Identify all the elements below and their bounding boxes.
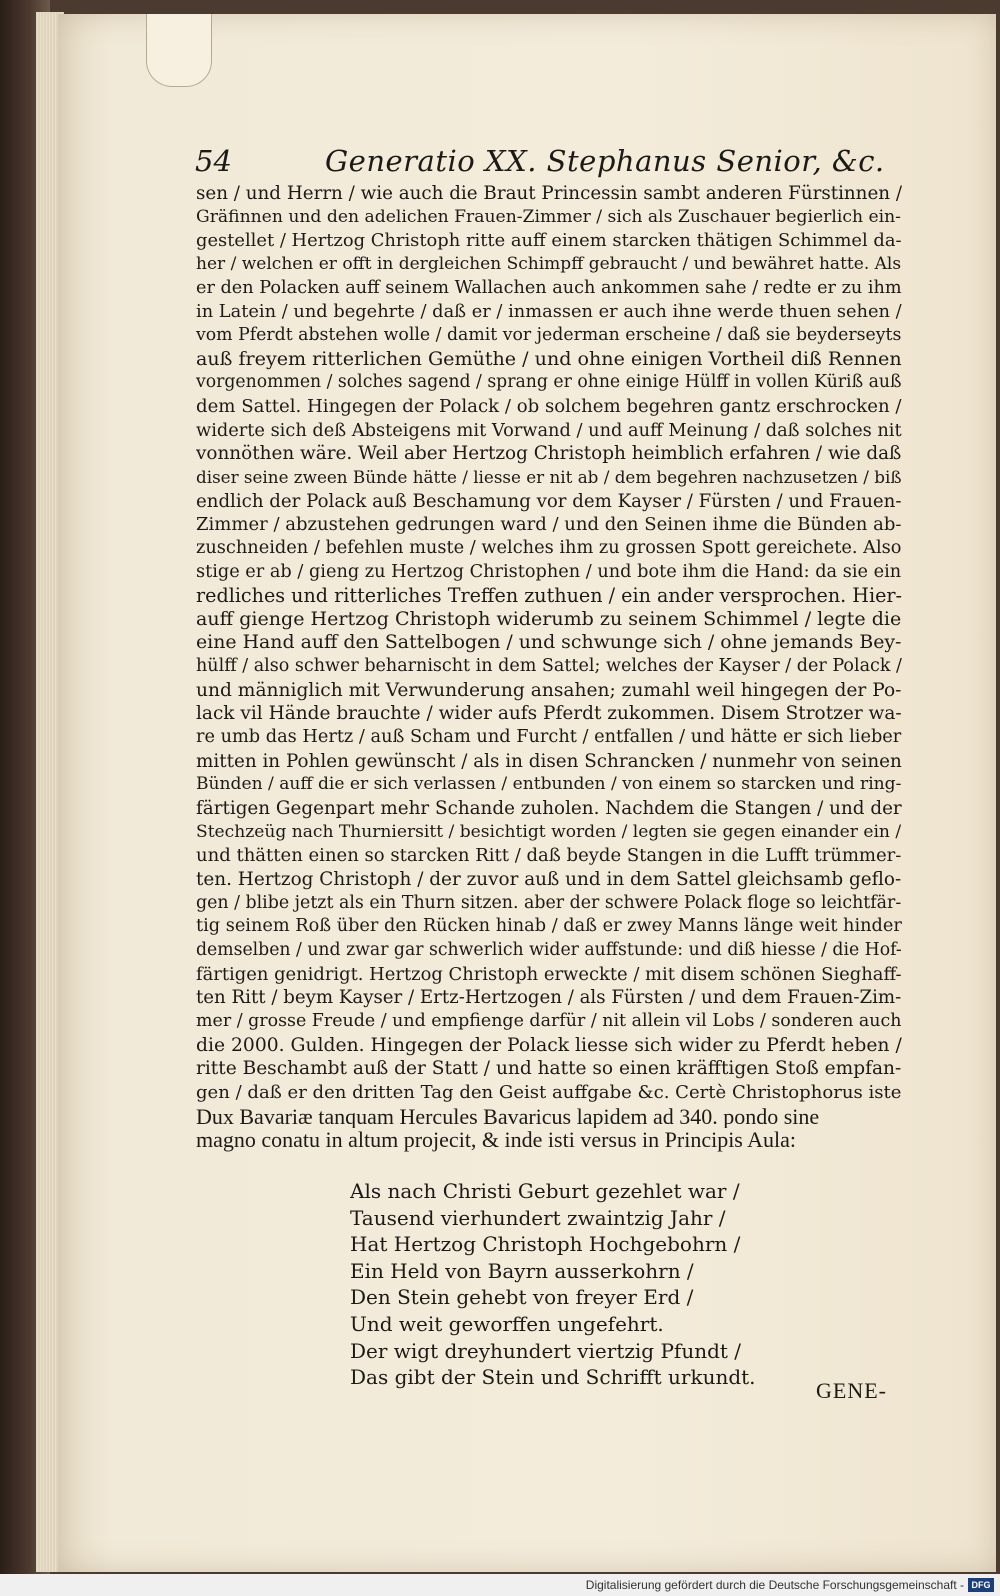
text-line: hülff / also schwer beharnischt in dem Sattel; welches der Kayser / der Polack / xyxy=(196,656,902,677)
catchword: GENE- xyxy=(816,1378,887,1403)
text-line: redliches und ritterliches Treffen zuthuen / ein ander versprochen. Hier- xyxy=(196,584,902,608)
text-line: demselben / und zwar gar schwerlich wider auffstunde: und diß hiesse / die Hof- xyxy=(196,940,902,960)
text-line: gen / blibe jetzt als ein Thurn sitzen. aber der schwere Polack floge so leichtfär- xyxy=(196,892,902,913)
text-line: mitten in Pohlen gewünscht / als in disen Schrancken / nunmehr von seinen xyxy=(196,750,902,772)
text-line: färtigen genidrigt. Hertzog Christoph erweckte / mit disem schönen Sieghaff- xyxy=(196,963,902,985)
page-header xyxy=(185,142,915,182)
text-line: zuschneiden / befehlen muste / welches ihm zu grossen Spott gereichete. Also xyxy=(196,537,902,558)
text-line: eine Hand auff den Sattelbogen / und schwunge sich / ohne jemands Bey- xyxy=(196,631,902,654)
text-line: und thätten einen so starcken Ritt / daß beyde Stangen in die Lufft trümmer- xyxy=(196,845,902,867)
verse-inscription xyxy=(350,1178,910,1391)
text-line: Bünden / auff die er sich verlassen / entbunden / von einem so starcken und ring- xyxy=(196,774,902,795)
text-line: und männiglich mit Verwunderung ansahen; zumahl weil hingegen der Po- xyxy=(196,679,902,701)
latin-line: Dux Bavariæ tanquam Hercules Bavaricus lapidem ad 340. pondo sine xyxy=(196,1104,820,1129)
text-line: er den Polacken auff seinem Wallachen auch ankommen sahe / redte er zu ihm xyxy=(196,277,902,298)
text-line: vorgenommen / solches sagend / sprang er ohne einige Hülff in vollen Küriß auß xyxy=(196,372,902,393)
footer-credit: Digitalisierung gefördert durch die Deutsche Forschungsgemeinschaft - xyxy=(585,1578,964,1592)
text-line: gestellet / Hertzog Christoph ritte auff einem starcken thätigen Schimmel da- xyxy=(196,230,902,252)
text-line: auß freyem ritterlichen Gemüthe / und ohne einigen Vortheil diß Rennen xyxy=(196,347,902,370)
dfg-logo-icon: DFG xyxy=(968,1578,994,1592)
verse-line: Das gibt der Stein und Schrifft urkundt. xyxy=(350,1365,756,1390)
text-line: vonnöthen wäre. Weil aber Hertzog Christoph heimblich erfahren / wie daß xyxy=(196,443,902,465)
text-line: färtigen Gegenpart mehr Schande zuholen. Nachdem die Stangen / und der xyxy=(196,798,902,820)
body-text xyxy=(196,182,902,1152)
text-line: auff gienge Hertzog Christoph widerumb zu seinem Schimmel / legte die xyxy=(196,607,902,630)
verse-line: Der wigt dreyhundert viertzig Pfundt / xyxy=(350,1338,742,1363)
text-line: Stechzeüg nach Thurniersitt / besichtigt worden / legten sie gegen einander ein / xyxy=(196,821,902,842)
text-line: widerte sich deß Absteigens mit Vorwand / und auff Meinung / daß solches nit xyxy=(196,419,902,441)
verse-line: Tausend vierhundert zwaintzig Jahr / xyxy=(350,1205,726,1230)
text-line: her / welchen er offt in dergleichen Schimpff gebraucht / und bewähret hatte. Als xyxy=(196,253,902,274)
text-line: Gräfinnen und den adelichen Frauen-Zimmer / sich als Zuschauer begierlich ein- xyxy=(196,206,901,227)
running-title: Generatio XX. Stephanus Senior, &c. xyxy=(325,144,885,178)
verse-line: Hat Hertzog Christoph Hochgebohrn / xyxy=(350,1232,741,1257)
text-line: in Latein / und begehrte / daß er / inmassen er auch ihne werde thuen sehen / xyxy=(196,301,902,323)
text-line: dem Sattel. Hingegen der Polack / ob solchem begehren gantz erschrocken / xyxy=(196,395,902,417)
verse-line: Den Stein gehebt von freyer Erd / xyxy=(350,1285,694,1310)
page-tab xyxy=(146,14,212,87)
verse-line: Und weit geworffen ungefehrt. xyxy=(350,1311,664,1336)
verse-line: Ein Held von Bayrn ausserkohrn / xyxy=(350,1258,694,1283)
text-line: lack vil Hände brauchte / wider aufs Pferdt zukommen. Disem Strotzer wa- xyxy=(196,703,902,725)
text-line: stige er ab / gieng zu Hertzog Christophen / und bote ihm die Hand: da sie ein xyxy=(196,561,902,582)
text-line: endlich der Polack auß Beschamung vor dem Kayser / Fürsten / und Frauen- xyxy=(196,490,902,512)
text-line: sen / und Herrn / wie auch die Braut Princessin sambt anderen Fürstinnen / xyxy=(196,183,902,204)
digitization-footer xyxy=(0,1574,1000,1596)
text-line: ten Ritt / beym Kayser / Ertz-Hertzogen / als Fürsten / und dem Frauen-Zim- xyxy=(196,987,902,1009)
text-line: mer / grosse Freude / und empfienge darfür / nit allein vil Lobs / sonderen auch xyxy=(196,1010,902,1031)
page-number: 54 xyxy=(195,144,232,178)
text-line: ten. Hertzog Christoph / der zuvor auß und in dem Sattel gleichsamb geflo- xyxy=(196,869,902,891)
text-line: die 2000. Gulden. Hingegen der Polack liesse sich wider zu Pferdt heben / xyxy=(196,1034,902,1056)
verse-line: Als nach Christi Geburt gezehlet war / xyxy=(350,1179,740,1203)
text-line: tig seinem Roß über den Rücken hinab / daß er zwey Manns länge weit hinder xyxy=(196,916,902,937)
text-line: vom Pferdt abstehen wolle / damit vor jederman erscheine / daß sie beyderseyts xyxy=(196,324,902,345)
text-line: diser seine zween Bünde hätte / liesse er nit ab / dem begehren nachzusetzen / biß xyxy=(196,466,902,487)
text-line: Zimmer / abzustehen gedrungen ward / und den Seinen ihme die Bünden ab- xyxy=(196,514,902,536)
text-line: ritte Beschambt auß der Statt / und hatte so einen kräfftigen Stoß empfan- xyxy=(196,1058,902,1080)
text-line: re umb das Hertz / auß Scham und Furcht / entfallen / und hätte er sich lieber xyxy=(196,727,902,748)
latin-line: magno conatu in altum projecit, & inde isti versus in Principis Aula: xyxy=(196,1128,797,1152)
text-line: gen / daß er den dritten Tag den Geist auffgabe &c. Certè Christophorus iste xyxy=(196,1081,902,1103)
